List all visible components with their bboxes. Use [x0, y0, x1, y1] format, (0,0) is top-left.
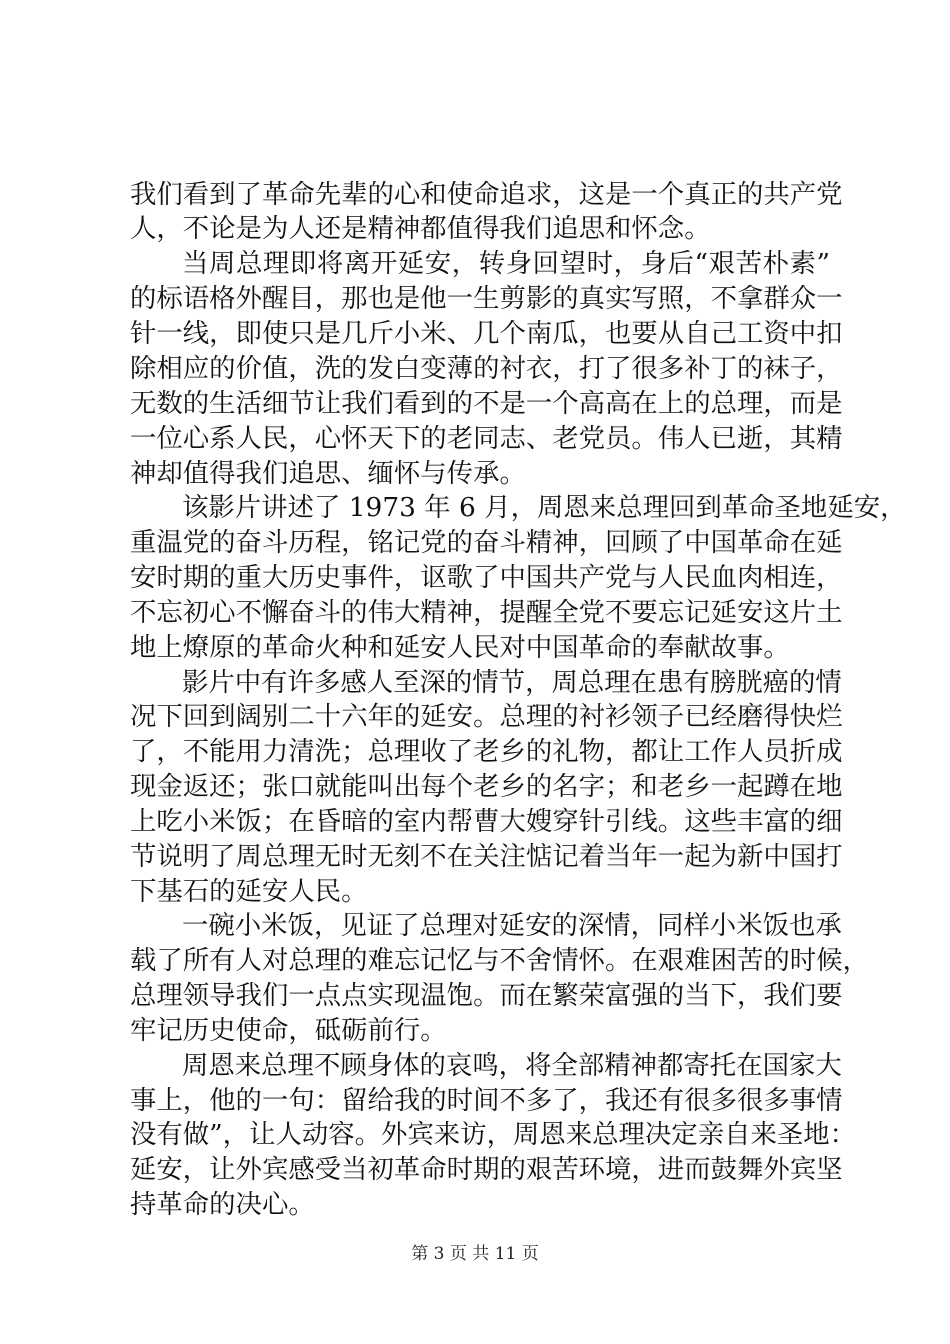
- text-line: 的标语格外醒目，那也是他一生剪影的真实写照，不拿群众一: [130, 283, 843, 314]
- text-line: 影片中有许多感人至深的情节，周总理在患有膀胱癌的情: [182, 667, 842, 698]
- text-line: 现金返还；张口就能叫出每个老乡的名字；和老乡一起蹲在地: [130, 771, 843, 802]
- text-line: 载了所有人对总理的难忘记忆与不舍情怀。在艰难困苦的时候，: [130, 945, 869, 976]
- text-line: 除相应的价值，洗的发白变薄的衬衣，打了很多补丁的袜子，: [130, 353, 843, 384]
- text-line: 针一线，即使只是几斤小米、几个南瓜，也要从自己工资中扣: [130, 318, 843, 349]
- text-line: 一碗小米饭，见证了总理对延安的深情，同样小米饭也承: [182, 910, 842, 941]
- text-line: 总理领导我们一点点实现温饱。而在繁荣富强的当下，我们要: [130, 980, 843, 1011]
- text-line: 该影片讲述了 1973 年 6 月，周恩来总理回到革命圣地延安，: [182, 492, 907, 523]
- text-line: 没有做”，让人动容。外宾来访，周恩来总理决定亲自来圣地：: [130, 1119, 857, 1150]
- text-line: 牢记历史使命，砥砺前行。: [130, 1015, 447, 1046]
- text-line: 延安，让外宾感受当初革命时期的艰苦环境，进而鼓舞外宾坚: [130, 1154, 843, 1185]
- text-line: 周恩来总理不顾身体的哀鸣，将全部精神都寄托在国家大: [182, 1050, 842, 1081]
- text-line: 安时期的重大历史事件，讴歌了中国共产党与人民血肉相连，: [130, 562, 843, 593]
- text-line: 重温党的奋斗历程，铭记党的奋斗精神，回顾了中国革命在延: [130, 527, 843, 558]
- text-line: 神却值得我们追思、缅怀与传承。: [130, 458, 526, 489]
- text-line: 无数的生活细节让我们看到的不是一个高高在上的总理，而是: [130, 388, 843, 419]
- text-line: 下基石的延安人民。: [130, 876, 368, 907]
- text-line: 况下回到阔别二十六年的延安。总理的衬衫领子已经磨得快烂: [130, 701, 843, 732]
- text-line: 人，不论是为人还是精神都值得我们追思和怀念。: [130, 213, 711, 244]
- page-number-footer: 第 3 页 共 11 页: [411, 1244, 539, 1264]
- text-line: 了，不能用力清洗；总理收了老乡的礼物，都让工作人员折成: [130, 736, 843, 767]
- text-line: 节说明了周总理无时无刻不在关注惦记着当年一起为新中国打: [130, 841, 843, 872]
- text-line: 地上燎原的革命火种和延安人民对中国革命的奉献故事。: [130, 632, 790, 663]
- text-line: 上吃小米饭；在昏暗的室内帮曹大嫂穿针引线。这些丰富的细: [130, 806, 843, 837]
- text-line: 持革命的决心。: [130, 1189, 315, 1220]
- text-line: 我们看到了革命先辈的心和使命追求，这是一个真正的共产党: [130, 179, 843, 210]
- text-line: 不忘初心不懈奋斗的伟大精神，提醒全党不要忘记延安这片土: [130, 597, 843, 628]
- text-line: 当周总理即将离开延安，转身回望时，身后“艰苦朴素”: [182, 248, 830, 279]
- text-line: 一位心系人民，心怀天下的老同志、老党员。伟人已逝，其精: [130, 423, 843, 454]
- text-line: 事上，他的一句：留给我的时间不多了，我还有很多很多事情: [130, 1085, 843, 1116]
